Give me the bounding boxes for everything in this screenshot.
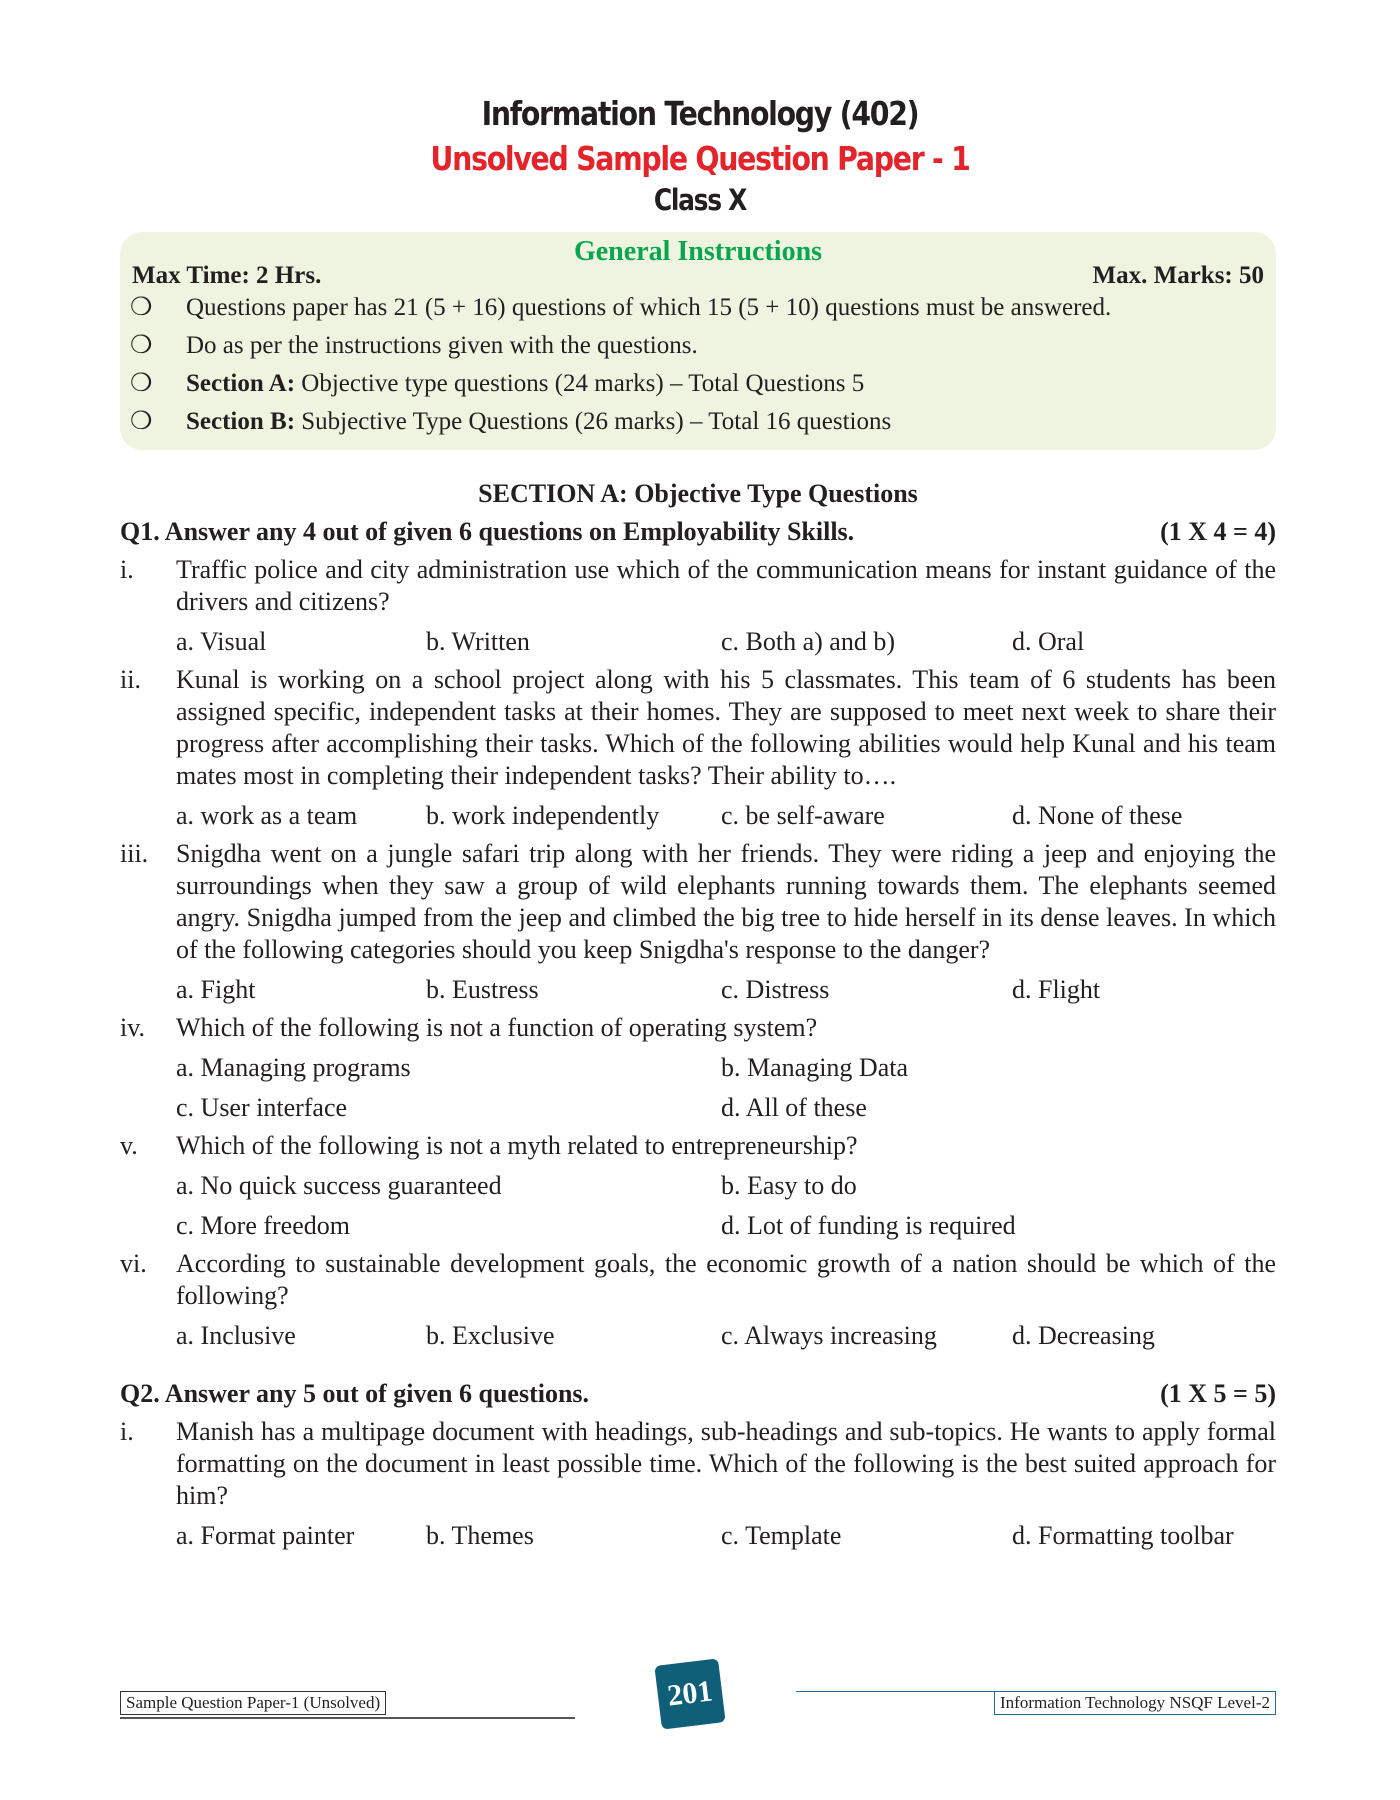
question-number: iii. xyxy=(120,839,149,868)
question-number: i. xyxy=(120,555,134,584)
question-item xyxy=(120,664,1276,792)
question-number: iv. xyxy=(120,1013,146,1042)
question-text: Traffic police and city administration use which of the communication means for instant guidance of the drivers and citizens? xyxy=(176,555,1276,616)
q1-label: Q1. Answer any 4 out of given 6 questions on Employability Skills. xyxy=(120,517,855,546)
answer-option: b. work independently xyxy=(426,801,660,830)
answer-option: b. Eustress xyxy=(426,975,539,1004)
circle-bullet-icon: ❍ xyxy=(130,408,153,435)
options-row xyxy=(176,1170,1276,1202)
answer-option: b. Exclusive xyxy=(426,1321,555,1350)
circle-bullet-icon: ❍ xyxy=(130,370,153,397)
footer-right-label: Information Technology NSQF Level-2 xyxy=(994,1691,1276,1715)
answer-option: a. Fight xyxy=(176,975,256,1004)
q2-marks: (1 X 5 = 5) xyxy=(1160,1379,1276,1408)
max-time: Max Time: 2 Hrs. xyxy=(132,262,322,289)
answer-option: a. work as a team xyxy=(176,801,358,830)
answer-option: b. Themes xyxy=(426,1521,534,1550)
question-item xyxy=(120,1012,1276,1044)
question-item xyxy=(120,838,1276,966)
answer-option: d. None of these xyxy=(1012,801,1183,830)
question-number: v. xyxy=(120,1131,138,1160)
options-row xyxy=(176,626,1276,658)
options-row xyxy=(176,1320,1276,1352)
answer-option: a. Visual xyxy=(176,627,267,656)
answer-option: c. Template xyxy=(721,1521,842,1550)
answer-option: d. Flight xyxy=(1012,975,1101,1004)
question-item xyxy=(120,1130,1276,1162)
options-row xyxy=(176,1210,1276,1242)
answer-option: d. Lot of funding is required xyxy=(721,1211,1016,1240)
instruction-item xyxy=(130,368,864,398)
question-number: i. xyxy=(120,1417,134,1446)
answer-option: a. Format painter xyxy=(176,1521,355,1550)
circle-bullet-icon: ❍ xyxy=(130,332,153,359)
question-text: Which of the following is not a function of operating system? xyxy=(176,1013,818,1042)
question-text: Which of the following is not a myth related to entrepreneurship? xyxy=(176,1131,858,1160)
max-marks: Max. Marks: 50 xyxy=(1092,262,1264,289)
question-number: vi. xyxy=(120,1249,147,1278)
page-number: 201 xyxy=(654,1658,725,1729)
answer-option: d. Oral xyxy=(1012,627,1085,656)
paper-title: Information Technology (402) xyxy=(481,94,919,133)
answer-option: b. Written xyxy=(426,627,530,656)
instruction-item xyxy=(130,292,1111,322)
answer-option: b. Easy to do xyxy=(721,1171,857,1200)
answer-option: a. Managing programs xyxy=(176,1053,411,1082)
instruction-text: Objective type questions (24 marks) – Total Questions 5 xyxy=(295,370,865,397)
question-text: According to sustainable development goals, the economic growth of a nation should be which of the following? xyxy=(176,1249,1276,1310)
question-item xyxy=(120,1248,1276,1312)
answer-option: c. be self-aware xyxy=(721,801,885,830)
question-text: Manish has a multipage document with headings, sub-headings and sub-topics. He wants to apply formal formatting on the document in least possible time. Which of the following is the best suited approach for him? xyxy=(176,1417,1276,1510)
answer-option: c. Always increasing xyxy=(721,1321,937,1350)
answer-option: b. Managing Data xyxy=(721,1053,909,1082)
q2-heading xyxy=(120,1378,1276,1410)
instruction-text: Do as per the instructions given with the questions. xyxy=(186,332,698,359)
options-row xyxy=(176,974,1276,1006)
section-a-heading: SECTION A: Objective Type Questions xyxy=(478,479,918,508)
answer-option: a. Inclusive xyxy=(176,1321,296,1350)
options-row xyxy=(176,1052,1276,1084)
instruction-item xyxy=(130,406,891,436)
instructions-heading: General Instructions xyxy=(573,236,823,267)
options-row xyxy=(176,1092,1276,1124)
instruction-bold: Section A: xyxy=(186,370,296,397)
question-content xyxy=(120,478,1276,1556)
question-text: Snigdha went on a jungle safari trip along with her friends. They were riding a jeep and enjoying the surroundings when they saw a group of wild elephants running towards them. The elephants seemed angry. Snigdha jumped from the jeep and climbed the big tree to hide herself in its dense leaves. In which of the following categories should you keep Snigdha's response to the danger? xyxy=(176,839,1276,964)
instruction-text: Subjective Type Questions (26 marks) – Total 16 questions xyxy=(295,408,892,435)
question-item xyxy=(120,554,1276,618)
answer-option: d. All of these xyxy=(721,1093,867,1122)
answer-option: c. More freedom xyxy=(176,1211,350,1240)
answer-option: c. Distress xyxy=(721,975,830,1004)
q1-heading xyxy=(120,516,1276,548)
footer-left-label: Sample Question Paper-1 (Unsolved) xyxy=(120,1691,386,1715)
options-row xyxy=(176,1520,1276,1552)
question-number: ii. xyxy=(120,665,141,694)
circle-bullet-icon: ❍ xyxy=(130,294,153,321)
instruction-text: Questions paper has 21 (5 + 16) questions of which 15 (5 + 10) questions must be answered. xyxy=(186,294,1112,321)
instruction-item xyxy=(130,330,698,360)
q1-marks: (1 X 4 = 4) xyxy=(1160,517,1276,546)
answer-option: d. Decreasing xyxy=(1012,1321,1155,1350)
answer-option: c. Both a) and b) xyxy=(721,627,896,656)
answer-option: a. No quick success guaranteed xyxy=(176,1171,502,1200)
question-item xyxy=(120,1416,1276,1512)
class-label: Class X xyxy=(653,183,747,217)
answer-option: c. User interface xyxy=(176,1093,348,1122)
q2-label: Q2. Answer any 5 out of given 6 questions. xyxy=(120,1379,590,1408)
options-row xyxy=(176,800,1276,832)
instruction-bold: Section B: xyxy=(186,408,296,435)
answer-option: d. Formatting toolbar xyxy=(1012,1521,1234,1550)
paper-subtitle: Unsolved Sample Question Paper - 1 xyxy=(430,139,970,178)
general-instructions-box xyxy=(120,232,1276,450)
page-footer xyxy=(0,1674,1400,1758)
question-text: Kunal is working on a school project along with his 5 classmates. This team of 6 students has been assigned specific, independent tasks at their homes. They are supposed to meet next week to share their progress after accomplishing their tasks. Which of the following abilities would help Kunal and his team mates most in completing their independent tasks? Their ability to…. xyxy=(176,665,1276,790)
